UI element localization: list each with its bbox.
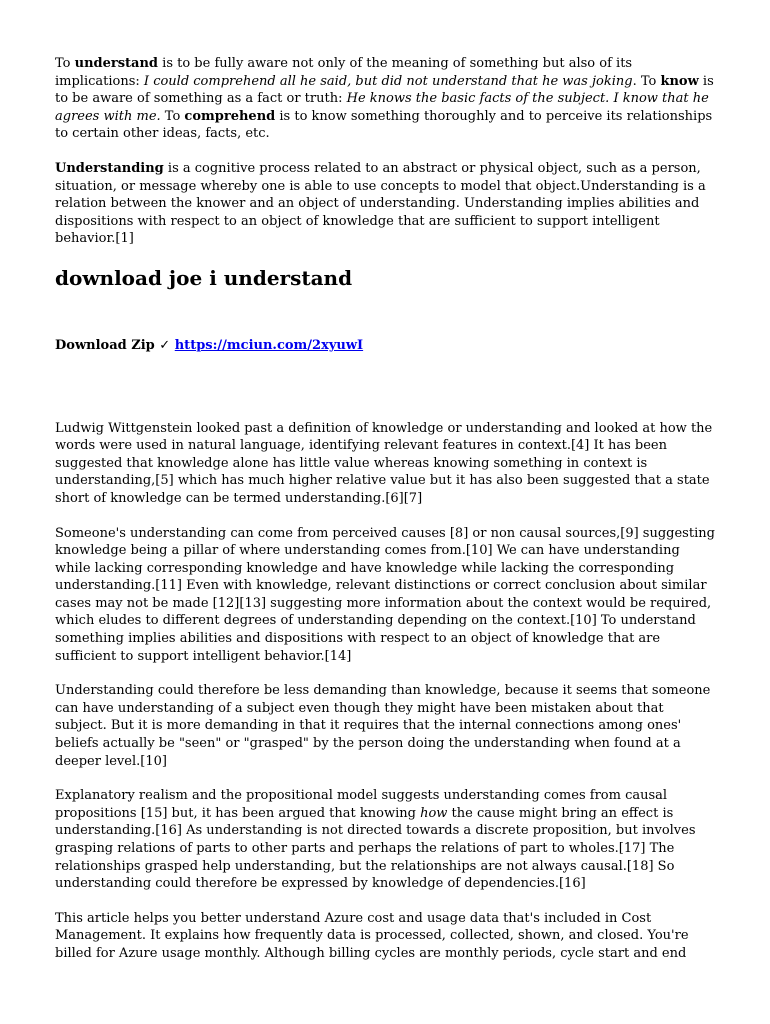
- body-paragraph-1: Ludwig Wittgenstein looked past a definition of knowledge or understanding and looked at how the words were used in natural language, identifying relevant features in context.[4] It has been suggested that knowledge alone has little value whereas knowing something in context is understanding,[5] which has much higher relative value but it has also been suggested that a state short of knowledge can be termed understanding.[6][7]: [55, 420, 713, 506]
- spacer: [55, 291, 717, 337]
- text-run: the cause might bring an effect is understanding.[16] As understanding is not directed towards a discrete proposition, but involves grasping relations of parts to other parts and perhaps the relations of part to wholes.[17] The relationships grasped help understanding, but the relationships are not always causal.[18] So understanding could therefore be expressed by knowledge of dependencies.[16]: [55, 805, 696, 892]
- emphasis-how: how: [420, 805, 448, 821]
- text-run: is a cognitive process related to an abstract or physical object, such as a person, situation, or message whereby one is able to use concepts to model that object.Understanding is a relation between the knower and an object of understanding. Understanding implies abilities and dispositions with respect to an object of knowledge that are sufficient to support intelligent behavior.[1]: [55, 160, 706, 247]
- text-run: . To: [632, 73, 661, 89]
- term-understand: understand: [74, 56, 159, 71]
- text-run: is to be aware of something as a fact or truth:: [55, 73, 714, 107]
- text-run: is to be fully aware not only of the meaning of something but also of its implications:: [55, 56, 633, 89]
- term-know: know: [660, 73, 699, 89]
- term-comprehend: comprehend: [184, 108, 276, 124]
- body-paragraph-2: Someone's understanding can come from perceived causes [8] or non causal sources,[9] suggesting knowledge being a pillar of where understanding comes from.[10] We can have understanding while lacking corresponding knowledge and have knowledge while lacking the corresponding understanding.[11] Even with knowledge, relevant distinctions or correct conclusion about similar cases may not be made [12][13] suggesting more information about the context would be required, which eludes to different degrees of understanding depending on the context.[10] To understand something implies abilities and dispositions with respect to an object of knowledge that are sufficient to support intelligent behavior.[14]: [55, 525, 715, 664]
- body-paragraph-5: This article helps you better understand Azure cost and usage data that's included in Cost Management. It explains how frequently data is processed, collected, shown, and closed. You're billed for Azure usage monthly. Although billing cycles are monthly periods, cycle start and end: [55, 910, 689, 961]
- text-run: Explanatory realism and the propositional model suggests understanding comes from causal propositions [15] but, it has been argued that knowing: [55, 788, 668, 821]
- check-icon: ✓: [159, 337, 171, 353]
- term-understanding: Understanding: [55, 160, 164, 176]
- text-run: To: [55, 56, 75, 71]
- understanding-paragraph: [55, 160, 717, 248]
- body-paragraph-4: [55, 787, 717, 893]
- body-paragraph-3: Understanding could therefore be less demanding than knowledge, because it seems that someone can have understanding of a subject even though they might have been mistaken about that subject. But it is more demanding in that it requires that the internal connections among ones' beliefs actually be "seen" or "grasped" by the person doing the understanding when found at a deeper level.[10]: [55, 683, 711, 769]
- article-body: [55, 55, 717, 980]
- text-run: is to know something thoroughly and to perceive its relationships to certain other ideas, facts, etc.: [55, 108, 713, 142]
- definition-paragraph: [55, 55, 717, 143]
- download-link[interactable]: https://mciun.com/2xyuwI: [174, 337, 364, 353]
- text-run: To: [160, 108, 185, 124]
- spacer: [55, 355, 717, 420]
- page-heading: download joe i understand: [55, 265, 353, 290]
- example-understand: I could comprehend all he said, but did not understand that he was joking: [143, 73, 633, 89]
- download-label: Download Zip: [55, 337, 155, 353]
- download-line: [55, 337, 717, 355]
- example-know: He knows the basic facts of the subject. I know that he agrees with me.: [55, 91, 709, 124]
